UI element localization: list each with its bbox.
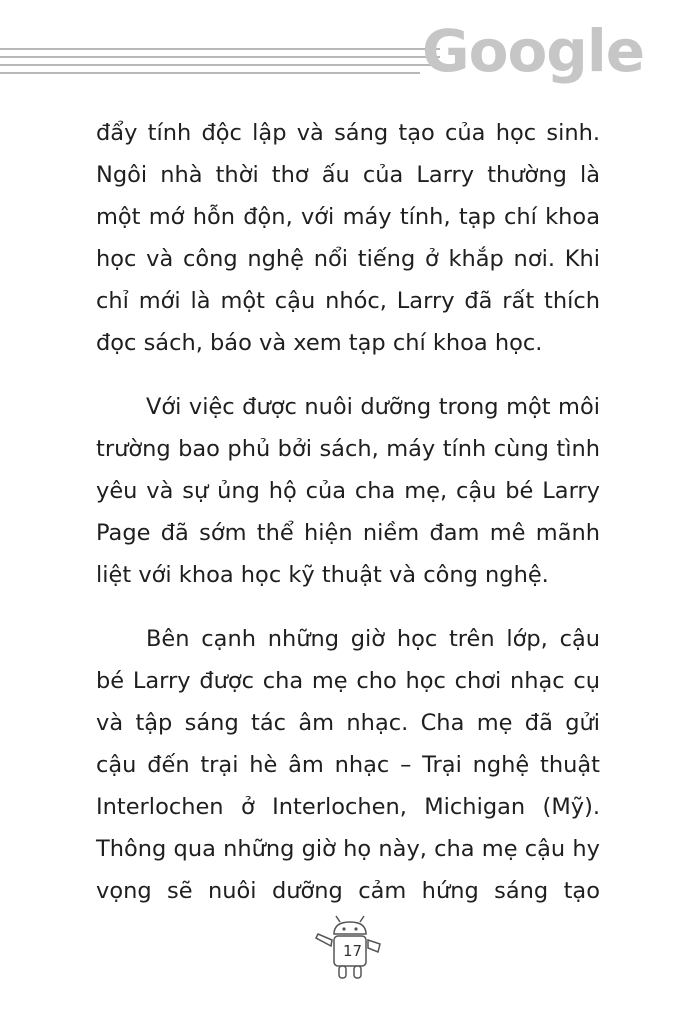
page-header: [0, 0, 697, 100]
paragraph-1: đẩy tính độc lập và sáng tạo của học sinh. Ngôi nhà thời thơ ấu của Larry thường là một mớ hỗn độn, với máy tính, tạp chí khoa học và công nghệ nổi tiếng ở khắp nơi. Khi chỉ mới là một cậu nhóc, Larry đã rất thích đọc sách, báo và xem tạp chí khoa học.: [96, 120, 600, 356]
google-logo: Google: [422, 17, 645, 85]
paragraph-2: Với việc được nuôi dưỡng trong một môi trường bao phủ bởi sách, máy tính cùng tình yêu và sự ủng hộ của cha mẹ, cậu bé Larry Page đã sớm thể hiện niềm đam mê mãnh liệt với khoa học kỹ thuật và công nghệ.: [96, 394, 600, 588]
page-footer: [310, 912, 390, 984]
paragraph-3: Bên cạnh những giờ học trên lớp, cậu bé Larry được cha mẹ cho học chơi nhạc cụ và tập sáng tác âm nhạc. Cha mẹ đã gửi cậu đến trại hè âm nhạc – Trại nghệ thuật Interlochen ở Interlochen, Michigan (Mỹ). Thông qua những giờ họ này, cha mẹ cậu hy vọng sẽ nuôi dưỡng cảm hứng sáng tạo: [96, 626, 600, 904]
header-decorative-lines: [0, 48, 440, 80]
page-number: 17: [343, 942, 363, 960]
page-body: [96, 112, 600, 912]
